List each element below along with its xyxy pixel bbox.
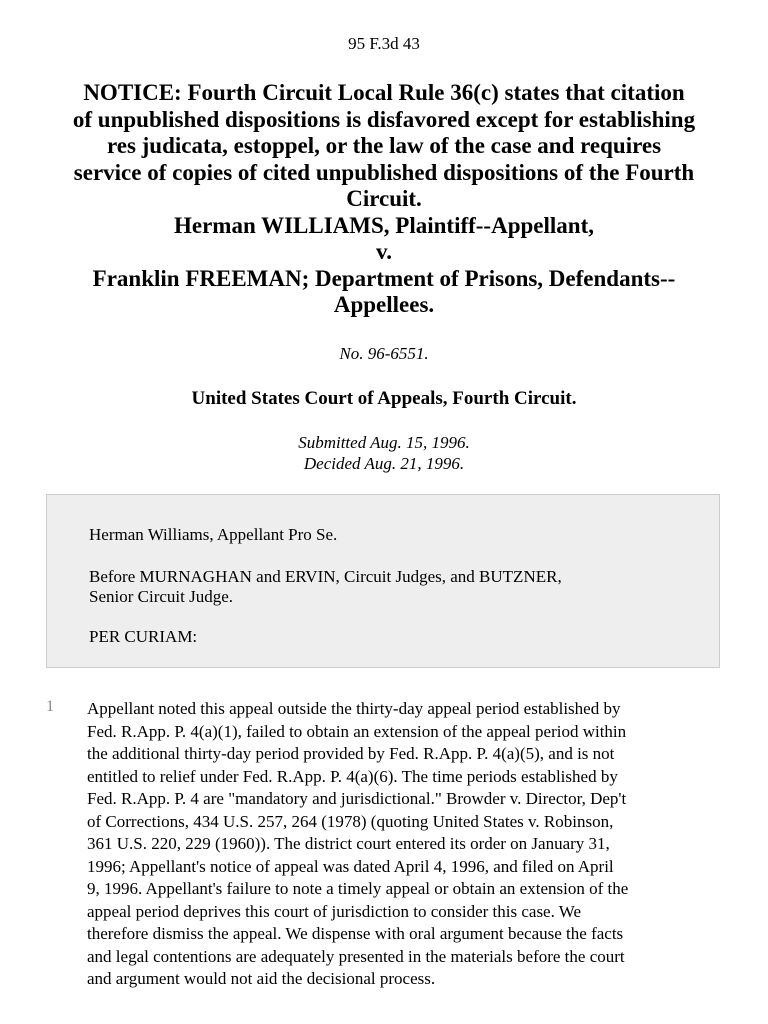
notice-line: of unpublished dispositions is disfavored except for establishing [72, 106, 696, 132]
case-dates [0, 432, 768, 474]
paragraph-line: 361 U.S. 220, 229 (1960)). The district court entered its order on January 31, [87, 834, 610, 853]
paragraph-number: 1 [46, 698, 54, 715]
case-heading [40, 80, 728, 319]
paragraph-line: therefore dismiss the appeal. We dispense with oral argument because the facts [87, 924, 624, 943]
court-name: United States Court of Appeals, Fourth Circuit. [191, 388, 577, 409]
judges-line-1: Before MURNAGHAN and ERVIN, Circuit Judges, and BUTZNER, [89, 567, 562, 586]
notice-line: Circuit. [346, 186, 422, 211]
per-curiam-label: PER CURIAM: [89, 627, 198, 646]
paragraph-line: Appellant noted this appeal outside the thirty-day appeal period established by [87, 699, 621, 718]
paragraph-line: and legal contentions are adequately presented in the materials before the court [87, 946, 625, 966]
notice-line: service of copies of cited unpublished dispositions of the Fourth [73, 159, 695, 185]
judges-line [89, 567, 689, 607]
notice-line: NOTICE: Fourth Circuit Local Rule 36(c) states that citation [83, 80, 685, 105]
party-appellant: Herman WILLIAMS, Plaintiff--Appellant, [174, 212, 594, 238]
docket-number: No. 96-6551. [339, 344, 429, 363]
paragraph-line: appeal period deprives this court of jurisdiction to consider this case. We [87, 901, 582, 921]
counsel-line: Herman Williams, Appellant Pro Se. [89, 525, 338, 544]
party-appellees: Franklin FREEMAN; Department of Prisons, Defendants-- [92, 265, 676, 291]
paragraph-line: Fed. R.App. P. 4(a)(1), failed to obtain an extension of the appeal period within [87, 721, 627, 741]
paragraph-line: the additional thirty-day period provided by Fed. R.App. P. 4(a)(5), and is not [87, 744, 615, 763]
reporter-citation: 95 F.3d 43 [348, 34, 420, 53]
opinion-paragraph [87, 698, 727, 991]
notice-line: res judicata, estoppel, or the law of the case and requires [106, 133, 662, 158]
judges-line-2: Senior Circuit Judge. [89, 587, 234, 606]
paragraph-line: 9, 1996. Appellant's failure to note a timely appeal or obtain an extension of the [87, 879, 629, 898]
versus: v. [376, 239, 392, 264]
paragraph-line: Fed. R.App. P. 4 are "mandatory and jurisdictional." Browder v. Director, Dep't [87, 789, 627, 808]
counsel-panel [46, 494, 720, 668]
decided-date: Decided Aug. 21, 1996. [303, 454, 465, 473]
paragraph-line: 1996; Appellant's notice of appeal was dated April 4, 1996, and filed on April [87, 856, 614, 876]
party-appellees-cont: Appellees. [333, 292, 435, 317]
paragraph-line: and argument would not aid the decisional process. [87, 969, 436, 988]
submitted-date: Submitted Aug. 15, 1996. [298, 433, 470, 452]
paragraph-line: entitled to relief under Fed. R.App. P. 4(a)(6). The time periods established by [87, 766, 618, 786]
paragraph-line: of Corrections, 434 U.S. 257, 264 (1978) (quoting United States v. Robinson, [87, 811, 614, 831]
